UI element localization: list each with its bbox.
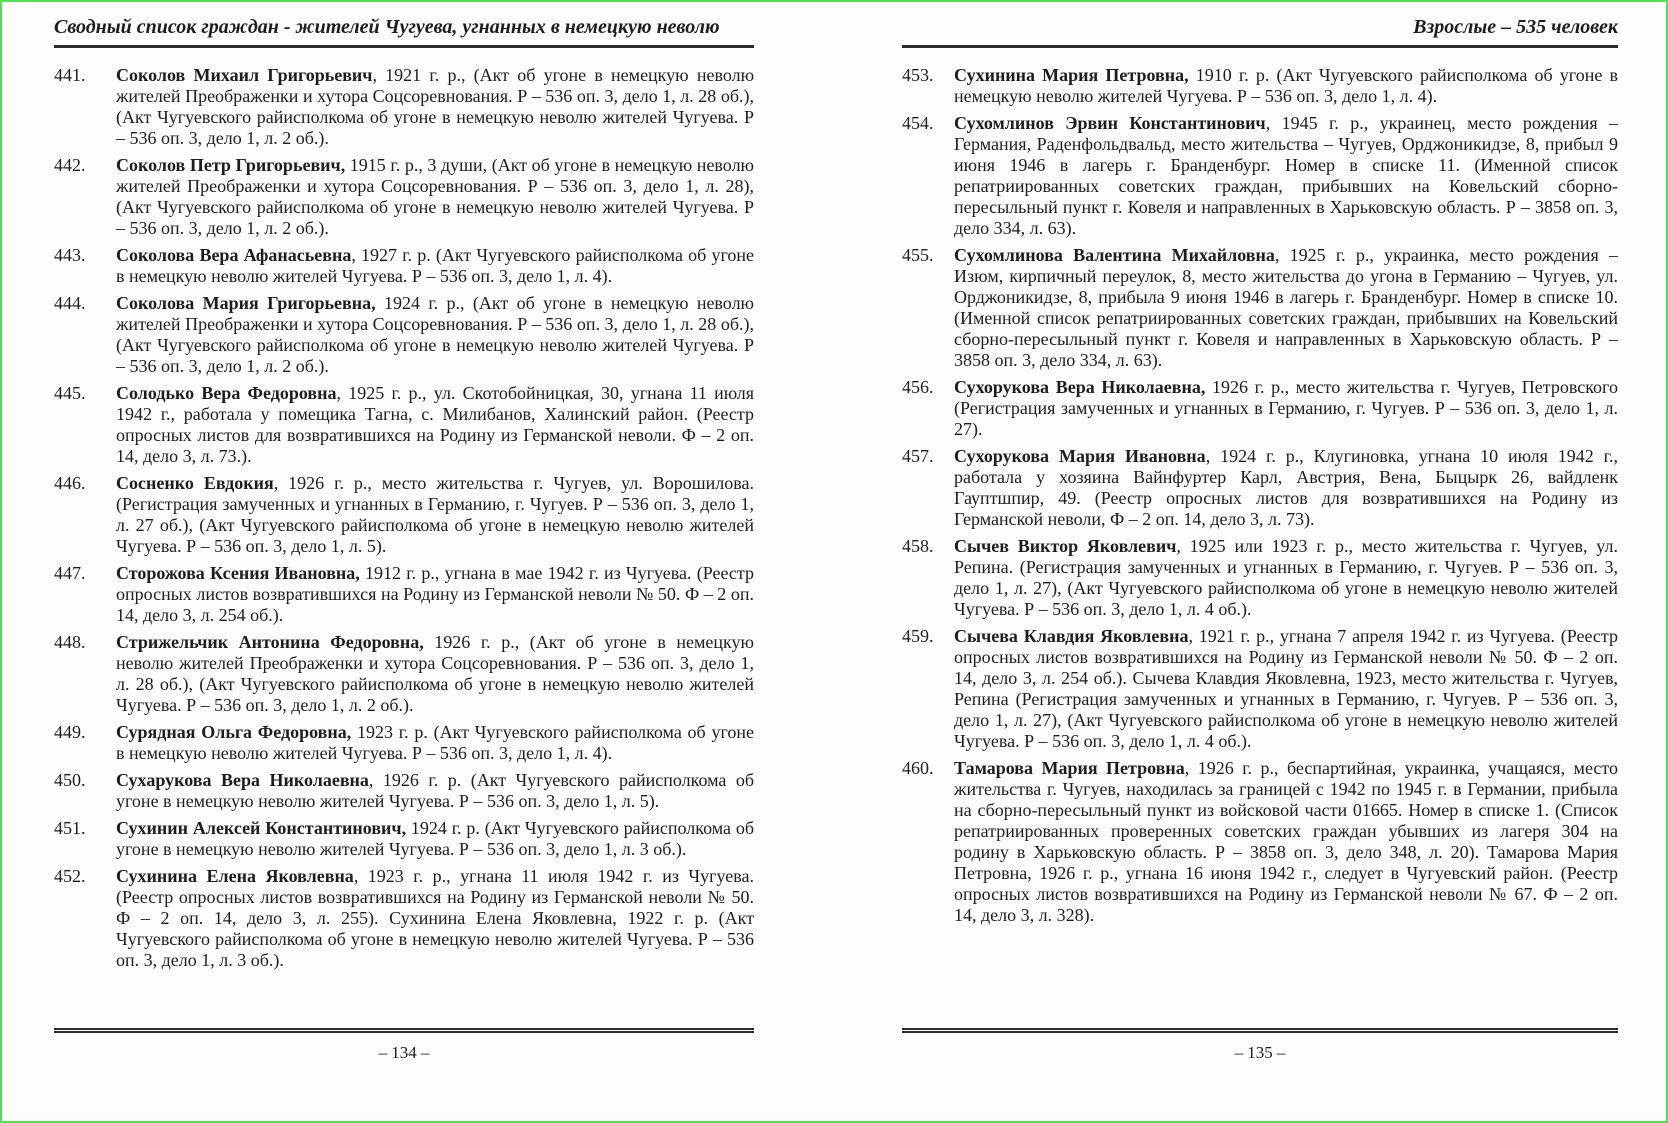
page-135 [834,2,1666,1121]
page-footer [54,1028,754,1063]
entry-person-name: Тамарова Мария Петровна [954,758,1185,778]
entries-list-left [54,65,754,971]
entry-text [116,563,754,626]
entry-person-name: Сухорукова Мария Ивановна [954,446,1206,466]
entry-number: 453. [902,65,934,85]
running-header-left: Сводный список граждан - жителей Чугуева, угнанных в немецкую неволю [54,16,720,38]
entry-person-name: Сосненко Евдокия [116,473,274,493]
entry-person-name: Сухарукова Вера Николаевна [116,770,369,790]
entry-text [116,155,754,239]
list-entry [54,818,754,860]
entry-number: 441. [54,65,86,85]
entry-text [116,770,754,812]
entry-number: 451. [54,818,86,838]
entry-number: 446. [54,473,86,493]
entry-details: 1924 г. р., (Акт об угоне в немецкую неволю жителей Преображенки и хутора Соцсоревнования. Р – 536 оп. 3, дело 1, л. 28 об.), (Акт Чугуевского райисполкома об угоне в немецкую неволю жителей Чугуева. Р – 536 оп. 3, дело 1, л. 2 об.). [116,293,755,376]
entry-details: 1923 г. р. (Акт Чугуевского райисполкома об угоне в немецкую неволю жителей Чугуева. Р – 536 оп. 3, дело 1, л. 4). [116,722,755,763]
entry-text [954,446,1618,530]
entry-number: 444. [54,293,86,313]
entry-details: , 1926 г. р., беспартийная, украинка, учащаяся, место жительства г. Чугуев, находилась за границей с 1942 по 1945 г. в Германии, прибыла на сборно-пересыльный пункт из войсковой части 01665. Номер в списке 1. (Список репатриированных проверенных советских граждан убывших из лагеря 304 на родину в Харьковскую область. Р – 3858 оп. 3, дело 348, л. 20). Тамарова Мария Петровна, 1926 г. р., угнана 16 июня 1942 г., следует в Чугуевский район. (Реестр опросных листов возвратившихся на Родину из Германской неволи № 67. Ф – 2 оп. 14, дело 3, л. 328). [954,758,1618,925]
entry-text [954,377,1618,440]
entry-person-name: Сурядная Ольга Федоровна, [116,722,352,742]
entry-text [954,536,1618,620]
entry-person-name: Сухомлинов Эрвин Константинович [954,113,1266,133]
entry-person-name: Сухинина Мария Петровна, [954,65,1189,85]
entry-details: , 1921 г. р., (Акт об угоне в немецкую неволю жителей Преображенки и хутора Соцсоревнования. Р – 536 оп. 3, дело 1, л. 28 об.), (Акт Чугуевского райисполкома об угоне в немецкую неволю жителей Чугуева. Р – 536 оп. 3, дело 1, л. 2 об.). [116,65,755,148]
entry-number: 452. [54,866,86,886]
entry-number: 447. [54,563,86,583]
entry-person-name: Сторожова Ксения Ивановна, [116,563,360,583]
entry-text [954,65,1618,107]
entry-text [116,866,754,971]
entry-person-name: Сычева Клавдия Яковлевна [954,626,1189,646]
entry-details: , 1926 г. р. (Акт Чугуевского райисполкома об угоне в немецкую неволю жителей Чугуева. Р – 536 оп. 3, дело 1, л. 5). [116,770,755,811]
entry-details: , 1924 г. р., Клугиновка, угнана 10 июля 1942 г., работала у хозяина Вайнфуртер Карл, Австрия, Вена, Быцырк 26, вайдленк Гауптшпир, 49. (Реестр опросных листов для возвратившихся на Родину из Германской неволи, Ф – 2 оп. 14, дело 3, л. 73). [954,446,1619,529]
list-entry [902,626,1618,752]
entry-number: 460. [902,758,934,778]
entry-details: 1912 г. р., угнана в мае 1942 г. из Чугуева. (Реестр опросных листов возвратившихся на Родину из Германской неволи № 50. Ф – 2 оп. 14, дело 3, л. 254 об.). [116,563,755,625]
two-page-spread [2,2,1666,1121]
entry-number: 458. [902,536,934,556]
entry-text [116,818,754,860]
entry-details: , 1925 г. р., ул. Скотобойницкая, 30, угнана 11 июля 1942 г., работала у помещика Тагна, с. Милибанов, Халинский район. (Реестр опросных листов для возвратившихся на Родину из Германской неволи. Ф – 2 оп. 14, дело 3, л. 73.). [116,383,755,466]
list-entry [902,446,1618,530]
entry-text [954,113,1618,239]
entry-text [116,473,754,557]
entry-number: 443. [54,245,86,265]
entry-text [116,293,754,377]
entry-number: 449. [54,722,86,742]
list-entry [54,155,754,239]
entry-person-name: Сычев Виктор Яковлевич [954,536,1177,556]
entries-list-right [902,65,1618,926]
entry-details: 1915 г. р., 3 души, (Акт об угоне в немецкую неволю жителей Преображенки и хутора Соцсоревнования. Р – 536 оп. 3, дело 1, л. 28), (Акт Чугуевского райисполкома об угоне в немецкую неволю жителей Чугуева. Р – 536 оп. 3, дело 1, л. 2 об.). [116,155,755,238]
list-entry [54,245,754,287]
entry-text [116,383,754,467]
entry-number: 445. [54,383,86,403]
entry-number: 454. [902,113,934,133]
list-entry [54,65,754,149]
page-number: – 135 – [1234,1043,1286,1062]
entry-text [116,632,754,716]
entry-person-name: Стрижельчик Антонина Федоровна, [116,632,424,652]
entry-text [954,758,1618,926]
footer-rule [54,1028,754,1033]
entry-details: , 1923 г. р., угнана 11 июля 1942 г. из Чугуева. (Реестр опросных листов возвратившихся на Родину из Германской неволи № 50. Ф – 2 оп. 14, дело 3, л. 255). Сухинина Елена Яковлевна, 1922 г. р. (Акт Чугуевского райисполкома об угоне в немецкую неволю жителей Чугуева. Р – 536 оп. 3, дело 1, л. 3 об.). [116,866,755,970]
page-footer [902,1028,1618,1063]
entry-person-name: Соколов Михаил Григорьевич [116,65,373,85]
entry-details: , 1927 г. р. (Акт Чугуевского райисполкома об угоне в немецкую неволю жителей Чугуева. Р – 536 оп. 3, дело 1, л. 4). [116,245,755,286]
list-entry [902,377,1618,440]
list-entry [54,293,754,377]
list-entry [54,632,754,716]
entry-number: 456. [902,377,934,397]
header-rule [902,45,1618,48]
running-header-right: Взрослые – 535 человек [1413,16,1618,38]
entry-person-name: Соколов Петр Григорьевич, [116,155,346,175]
entry-details: , 1926 г. р., место жительства г. Чугуев, ул. Ворошилова. (Регистрация замученных и угнанных в Германию, г. Чугуев. Р – 536 оп. 3, дело 1, л. 27 об.), (Акт Чугуевского райисполкома об угоне в немецкую неволю жителей Чугуева. Р – 536 оп. 3, дело 1, л. 5). [116,473,755,556]
entry-details: , 1945 г. р., украинец, место рождения – Германия, Раденфольдвальд, место жительства – Чугуев, Орджоникидзе, 8, прибыл 9 июня 1946 в лагерь г. Бранденбург. Номер в списке 11. (Именной список репатриированных советских граждан, прибывших на Ковельский сборно-пересыльный пункт г. Ковеля и направленных в Харьковскую область. Р – 3858 оп. 3, дело 334, л. 63). [954,113,1619,238]
entry-details: , 1925 г. р., украинка, место рождения – Изюм, кирпичный переулок, 8, место жительства до угона в Германию – Чугуев, ул. Орджоникидзе, 8, прибыла 9 июня 1946 в лагерь г. Бранденбург. Номер в списке 10. (Именной список репатриированных советских граждан, прибывших на Ковельский сборно-пересыльный пункт г. Ковеля и направленных в Харьковскую область. Р – 3858 оп. 3, дело 334, л. 63). [954,245,1618,370]
entry-person-name: Сухинин Алексей Константинович, [116,818,407,838]
entry-person-name: Соколова Мария Григорьевна, [116,293,376,313]
list-entry [902,758,1618,926]
entry-details: 1926 г. р., (Акт об угоне в немецкую неволю жителей Преображенки и хутора Соцсоревнования. Р – 536 оп. 3, дело 1, л. 28 об.), (Акт Чугуевского райисполкома об угоне в немецкую неволю жителей Чугуева. Р – 536 оп. 3, дело 1, л. 2 об.). [116,632,755,715]
header-rule [54,45,754,48]
entry-details: 1926 г. р., место жительства г. Чугуев, Петровского (Регистрация замученных и угнанных в Германию, г. Чугуев. Р – 536 оп. 3, дело 1, л. 27). [954,377,1618,439]
entry-person-name: Сухорукова Вера Николаевна, [954,377,1206,397]
footer-rule [902,1028,1618,1033]
list-entry [54,722,754,764]
entry-number: 455. [902,245,934,265]
list-entry [54,473,754,557]
entry-person-name: Солодько Вера Федоровна [116,383,337,403]
entry-person-name: Сухомлинова Валентина Михайловна [954,245,1275,265]
entry-number: 457. [902,446,934,466]
entry-number: 442. [54,155,86,175]
entry-number: 450. [54,770,86,790]
list-entry [54,383,754,467]
list-entry [902,245,1618,371]
entry-details: , 1925 или 1923 г. р., место жительства г. Чугуев, ул. Репина. (Регистрация замученных и угнанных в Германию, г. Чугуев. Р – 536 оп. 3, дело 1, л. 27), (Акт Чугуевского райисполкома об угоне в немецкую неволю жителей Чугуева. Р – 536 оп. 3, дело 1, л. 4 об.). [954,536,1618,619]
entry-text [116,245,754,287]
entry-person-name: Соколова Вера Афанасьевна [116,245,352,265]
entry-text [116,722,754,764]
entry-number: 459. [902,626,934,646]
list-entry [54,770,754,812]
page-number: – 134 – [378,1043,430,1062]
entry-details: 1924 г. р. (Акт Чугуевского райисполкома об угоне в немецкую неволю жителей Чугуева. Р – 536 оп. 3, дело 1, л. 3 об.). [116,818,755,859]
entry-text [116,65,754,149]
entry-details: , 1921 г. р., угнана 7 апреля 1942 г. из Чугуева. (Реестр опросных листов возвратившихся на Родину из Германской неволи № 50. Ф – 2 оп. 14, дело 3, л. 254 об.). Сычева Клавдия Яковлевна, 1923, место жительства г. Чугуев, Репина (Регистрация замученных и угнанных в Германию, г. Чугуев. Р – 536 оп. 3, дело 1, л. 27), (Акт Чугуевского райисполкома об угоне в немецкую неволю жителей Чугуева. Р – 536 оп. 3, дело 1, л. 4 об.). [954,626,1618,751]
entry-text [954,626,1618,752]
page-134 [2,2,834,1121]
list-entry [902,113,1618,239]
list-entry [902,536,1618,620]
entry-details: 1910 г. р. (Акт Чугуевского райисполкома об угоне в немецкую неволю жителей Чугуева. Р – 536 оп. 3, дело 1, л. 4). [954,65,1618,106]
list-entry [902,65,1618,107]
list-entry [54,866,754,971]
entry-number: 448. [54,632,86,652]
list-entry [54,563,754,626]
entry-text [954,245,1618,371]
entry-person-name: Сухинина Елена Яковлевна [116,866,354,886]
